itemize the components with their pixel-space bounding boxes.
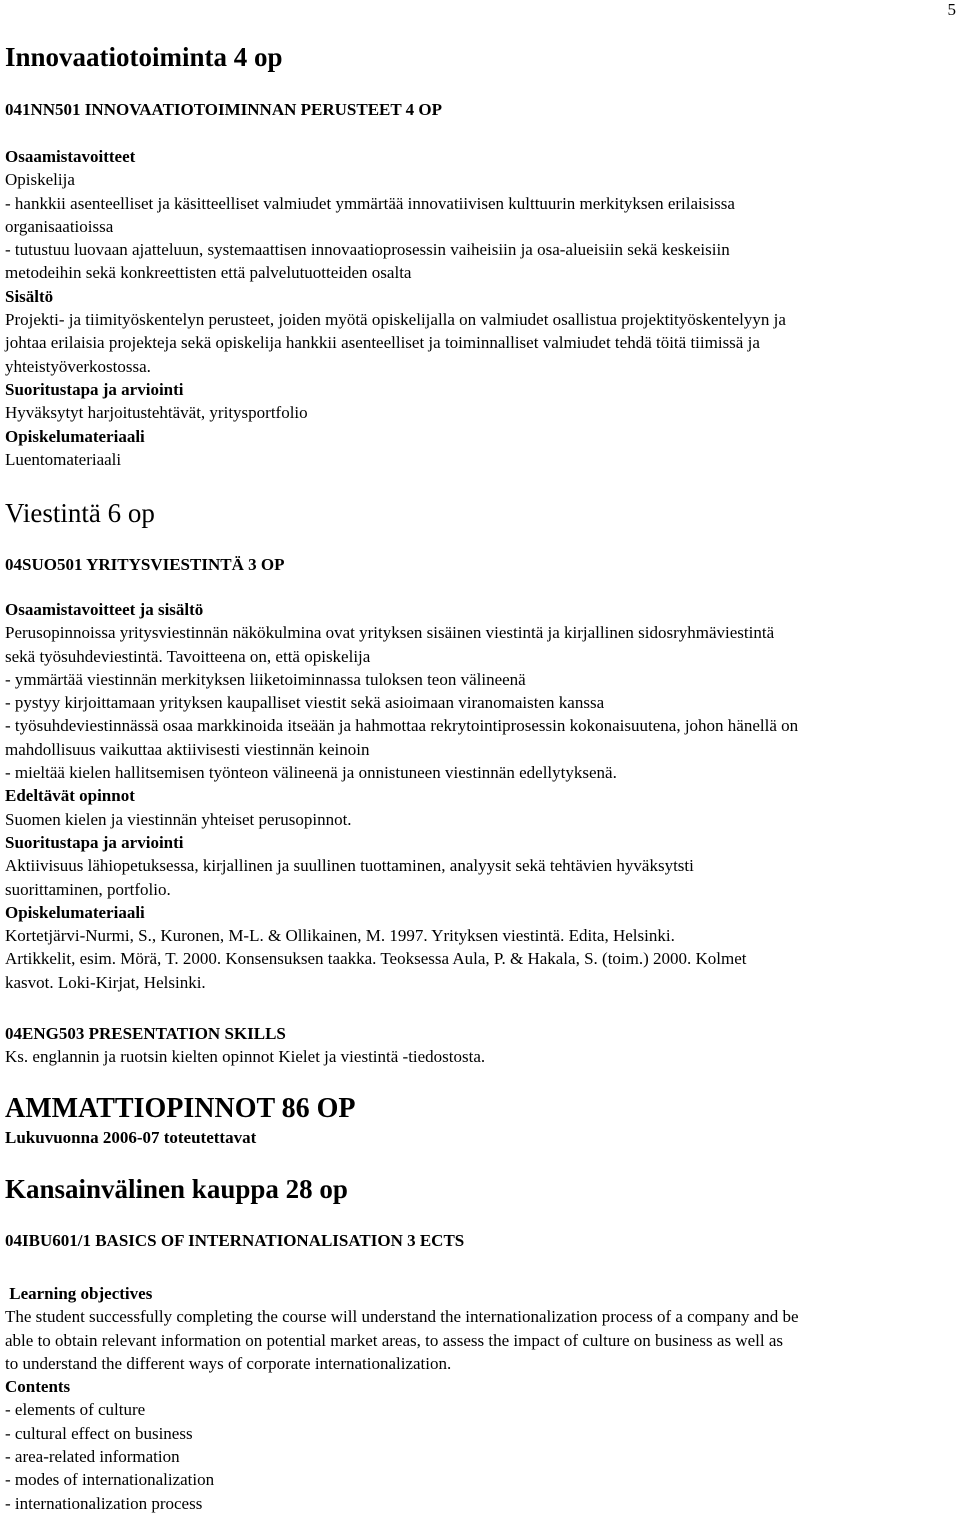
text-line: yhteistyöverkostossa. (5, 356, 151, 376)
text-line: to understand the different ways of corporate internationalization. (5, 1353, 452, 1373)
section-body-innovaatio (5, 145, 786, 471)
section-title-ammattiopinnot: AMMATTIOPINNOT 86 OP (5, 1093, 356, 1124)
section-title-viestinta: Viestintä 6 op (5, 498, 155, 528)
list-item: - cultural effect on business (5, 1423, 193, 1443)
text-line: sekä työsuhdeviestintä. Tavoitteena on, että opiskelija (5, 646, 371, 666)
list-item: - modes of internationalization (5, 1470, 215, 1490)
list-item: - internationalization process (5, 1493, 203, 1513)
course-heading-innovaatio: 041NN501 INNOVAATIOTOIMINNAN PERUSTEET 4 OP (5, 100, 443, 119)
subheading-opiskelumateriaali: Opiskelumateriaali (5, 426, 145, 446)
text-line: Suomen kielen ja viestinnän yhteiset perusopinnot. (5, 809, 352, 829)
text-line: Projekti- ja tiimityöskentelyn perusteet, joiden myötä opiskelijalla on valmiudet osallistua projektityöskentelyyn ja (5, 310, 786, 330)
text-line: Aktiivisuus lähiopetuksessa, kirjallinen ja suullinen tuottaminen, analyysit sekä tehtävien hyväksytsti (5, 856, 694, 876)
list-item: - area-related information (5, 1447, 180, 1467)
section-body-internationalisation (5, 1282, 799, 1515)
section-body-viestinta (5, 598, 798, 994)
subheading-contents: Contents (5, 1377, 71, 1397)
course-heading-internationalisation: 04IBU601/1 BASICS OF INTERNATIONALISATION 3 ECTS (5, 1231, 465, 1250)
text-line: johtaa erilaisia projekteja sekä opiskelija hankkii asenteelliset ja toiminnalliset valmiudet tehdä töitä tiimissä ja (5, 333, 760, 353)
subheading-sisalto: Sisältö (5, 286, 54, 306)
section-subtitle-lukuvuonna: Lukuvuonna 2006-07 toteutettavat (5, 1128, 257, 1147)
text-line: Hyväksytyt harjoitustehtävät, yritysportfolio (5, 403, 308, 423)
section-title-innovaatiotoiminta: Innovaatiotoiminta 4 op (5, 42, 283, 72)
subheading-suoritustapa: Suoritustapa ja arviointi (5, 832, 184, 852)
text-line: organisaatioissa (5, 216, 114, 236)
text-line: - ymmärtää viestinnän merkityksen liiketoiminnassa tuloksen teon välineenä (5, 669, 526, 689)
subheading-suoritustapa: Suoritustapa ja arviointi (5, 379, 184, 399)
text-line: Perusopinnoissa yritysviestinnän näkökulmina ovat yrityksen sisäinen viestintä ja kirjallinen sidosryhmäviestintä (5, 623, 775, 643)
text-line: - tutustuu luovaan ajatteluun, systemaattisen innovaatioprosessin vaiheisiin ja osa-alueisiin sekä keskeisiin (5, 240, 730, 260)
text-line: Artikkelit, esim. Mörä, T. 2000. Konsensuksen taakka. Teoksessa Aula, P. & Hakala, S. (toim.) 2000. Kolmet (5, 949, 747, 969)
text-line: metodeihin sekä konkreettisten että palvelutuotteiden osalta (5, 263, 412, 283)
text-line: - mieltää kielen hallitsemisen työnteon välineenä ja onnistuneen viestinnän edellytyksenä. (5, 763, 617, 783)
section-title-kansainvalinen-kauppa: Kansainvälinen kauppa 28 op (5, 1174, 348, 1204)
reference-text-presentation: Ks. englannin ja ruotsin kielten opinnot Kielet ja viestintä -tiedostosta. (5, 1047, 486, 1066)
subheading-learning-objectives: Learning objectives (5, 1284, 153, 1303)
text-line: mahdollisuus vaikuttaa aktiivisesti viestinnän keinoin (5, 739, 370, 759)
subheading-opiskelumateriaali: Opiskelumateriaali (5, 902, 145, 922)
text-line: - hankkii asenteelliset ja käsitteelliset valmiudet ymmärtää innovatiivisen kulttuurin merkityksen erilaisissa (5, 193, 735, 213)
course-heading-presentation-skills: 04ENG503 PRESENTATION SKILLS (5, 1024, 286, 1043)
subheading-edeltavat-opinnot: Edeltävät opinnot (5, 786, 135, 806)
subheading-osaamistavoitteet-sisalto: Osaamistavoitteet ja sisältö (5, 600, 204, 619)
text-line: kasvot. Loki-Kirjat, Helsinki. (5, 972, 206, 992)
text-line: suorittaminen, portfolio. (5, 879, 171, 899)
text-line: Luentomateriaali (5, 449, 122, 469)
text-line: able to obtain relevant information on potential market areas, to assess the impact of culture on business as well as (5, 1330, 783, 1350)
page-number: 5 (947, 0, 956, 19)
subheading-osaamistavoitteet: Osaamistavoitteet (5, 147, 136, 166)
text-line: The student successfully completing the course will understand the internationalization process of a company and be (5, 1307, 799, 1327)
list-item: - elements of culture (5, 1400, 146, 1420)
text-line: - työsuhdeviestinnässä osaa markkinoida itseään ja hahmottaa rekrytointiprosessin kokonaisuutena, johon hänellä on (5, 716, 799, 736)
text-line: - pystyy kirjoittamaan yrityksen kaupalliset viestit sekä asioimaan viranomaisten kanssa (5, 693, 605, 713)
course-heading-yritysviestinta: 04SUO501 YRITYSVIESTINTÄ 3 OP (5, 555, 285, 574)
text-line: Kortetjärvi-Nurmi, S., Kuronen, M-L. & Ollikainen, M. 1997. Yrityksen viestintä. Edita, Helsinki. (5, 926, 675, 946)
text-line: Opiskelija (5, 170, 75, 190)
